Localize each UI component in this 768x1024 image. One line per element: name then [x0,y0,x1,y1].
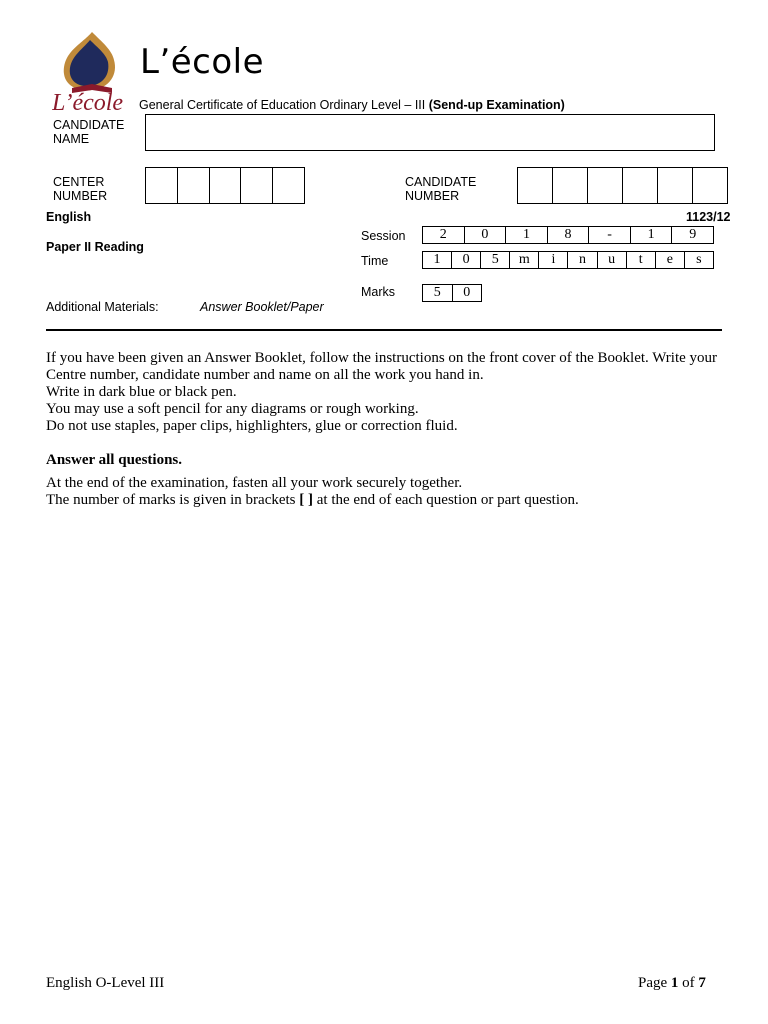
center-number-field[interactable] [145,167,305,204]
center-number-label: CENTER NUMBER [53,175,108,203]
candidate-number-cell[interactable] [518,168,553,203]
instruction-line: You may use a soft pencil for any diagrams or rough working. [46,401,419,417]
candidate-number-field[interactable] [517,167,728,204]
candidate-number-cell[interactable] [658,168,693,203]
time-char: u [598,252,627,268]
materials-value: Answer Booklet/Paper [200,300,324,314]
paper-code: 1123/12 [686,210,731,224]
marks-char: 0 [463,285,471,300]
center-number-cell[interactable] [178,168,210,203]
instruction-line: If you have been given an Answer Booklet, follow the instructions on the front cover of the Booklet. Write your Centre number, candidate number and name on all the work you hand in. [46,350,718,383]
center-number-cell[interactable] [146,168,178,203]
center-number-cell[interactable] [273,168,304,203]
session-char: 1 [631,227,673,243]
time-char: t [627,252,656,268]
time-char: i [539,252,568,268]
candidate-number-cell[interactable] [623,168,658,203]
subject: English [46,210,92,224]
svg-text:L’école: L’école [52,90,124,116]
candidate-number-cell[interactable] [588,168,623,203]
marks-label: Marks [361,285,396,299]
session-char: 1 [506,227,548,243]
time-char: e [656,252,685,268]
candidate-number-cell[interactable] [553,168,588,203]
marks-char: 5 [423,285,453,301]
session-char: 2 [423,227,465,243]
instruction-line: At the end of the examination, fasten all your work securely together. [46,475,463,491]
time-value [422,251,714,269]
exam-subtitle: General Certificate of Education Ordinary Level – III (Send-up Examination) [139,98,565,112]
materials-label: Additional Materials: [46,300,159,314]
brand-title: L’école [140,42,265,82]
time-char: m [510,252,539,268]
center-number-cell[interactable] [210,168,242,203]
page-number: Page 1 of 7 [638,975,706,991]
session-char: 0 [465,227,507,243]
divider [46,329,722,331]
time-label: Time [361,254,389,268]
footer-left: English O-Level III [46,975,165,991]
marks-value [422,284,482,302]
time-char: s [696,252,702,267]
paper-title: Paper II Reading [46,240,144,254]
instruction-line: The number of marks is given in brackets [ ] at the end of each question or part question. [46,492,579,508]
session-char: 9 [689,227,697,242]
answer-all-heading: Answer all questions. [46,452,182,468]
time-char: 5 [481,252,510,268]
time-char: 1 [423,252,452,268]
candidate-name-label: CANDIDATE NAME [53,118,125,146]
session-label: Session [361,229,406,243]
time-char: 0 [452,252,481,268]
time-char: n [568,252,597,268]
session-char: - [589,227,631,243]
candidate-number-cell[interactable] [693,168,727,203]
instruction-line: Write in dark blue or black pen. [46,384,237,400]
school-logo [52,30,134,118]
session-value [422,226,714,244]
center-number-cell[interactable] [241,168,273,203]
candidate-number-label: CANDIDATE NUMBER [405,175,477,203]
candidate-name-field[interactable] [145,114,715,151]
instruction-line: Do not use staples, paper clips, highlighters, glue or correction fluid. [46,418,458,434]
session-char: 8 [548,227,590,243]
instructions-end [46,475,726,509]
instructions [46,350,726,435]
